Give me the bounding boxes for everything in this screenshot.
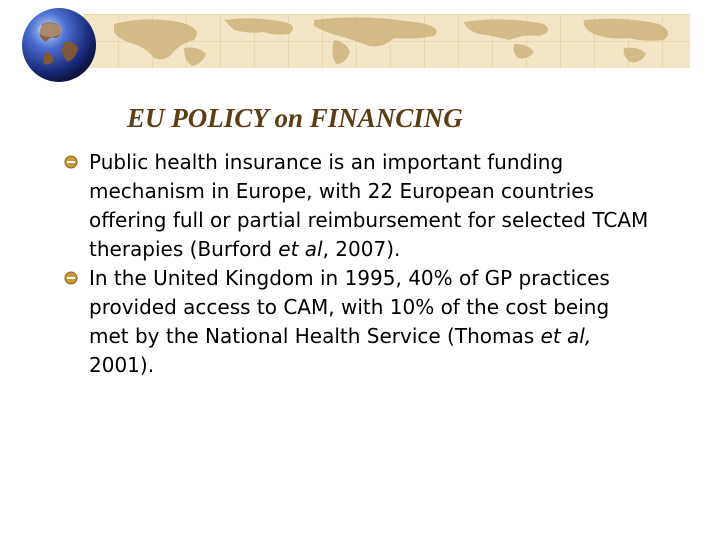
bullet-text-main: In the United Kingdom in 1995, 40% of GP practices provided access to CAM, with 10% of the cost being met by the National Health Service (Thomas (89, 266, 610, 348)
bullet-item (64, 264, 654, 380)
bullet-text-end: , 2007). (322, 237, 401, 261)
citation-italic: et al, (540, 324, 592, 348)
citation-italic: et al (278, 237, 323, 261)
bullet-list (64, 148, 654, 380)
circle-bullet-icon (64, 155, 78, 169)
circle-bullet-icon (64, 271, 78, 285)
bullet-text-main: Public health insurance is an important funding mechanism in Europe, with 22 European countries offering full or partial reimbursement for selected TCAM therapies (Burford (89, 150, 649, 261)
world-map-graphic (84, 14, 690, 68)
globe-icon (20, 6, 98, 84)
bullet-text (89, 266, 610, 377)
world-map-banner (84, 14, 690, 68)
bullet-item (64, 148, 654, 264)
bullet-text-end: 2001). (89, 353, 155, 377)
slide-title: EU POLICY on FINANCING (127, 103, 463, 133)
bullet-text (89, 150, 648, 261)
